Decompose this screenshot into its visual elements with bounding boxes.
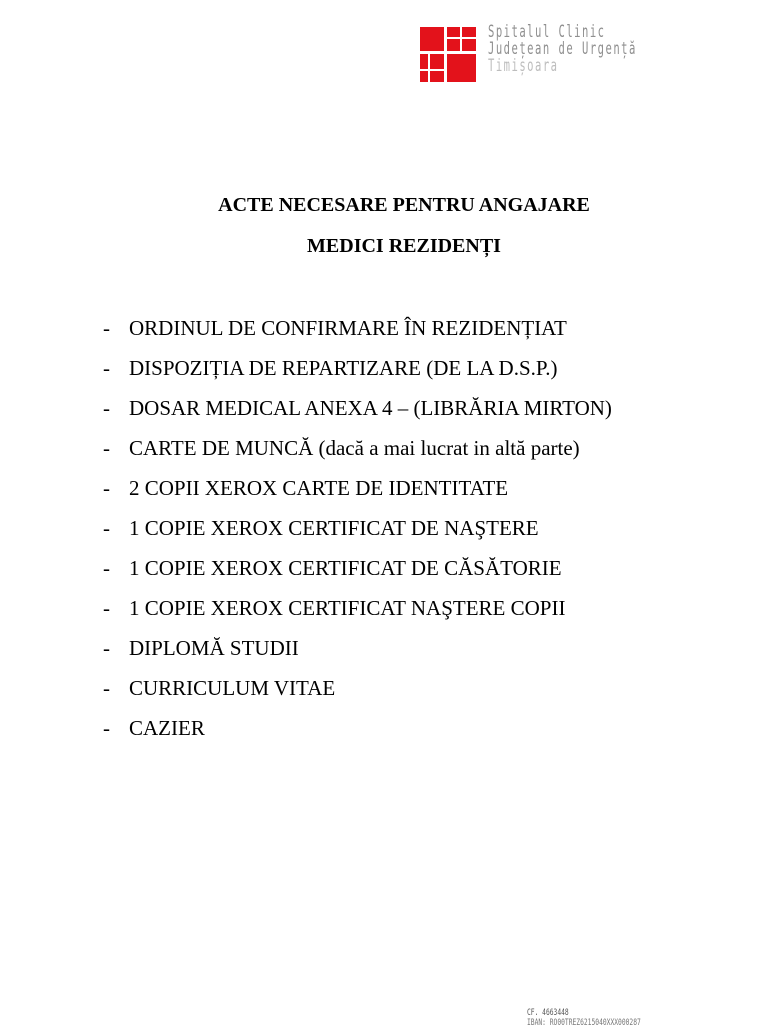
list-bullet: - — [103, 356, 110, 380]
requirements-list — [103, 314, 612, 754]
list-bullet: - — [103, 676, 110, 700]
list-item-text: DIPLOMĂ STUDII — [129, 636, 299, 660]
document-title: ACTE NECESARE PENTRU ANGAJARE — [218, 194, 590, 216]
logo-line-1: Spitalul Clinic — [488, 22, 606, 42]
list-item — [103, 474, 612, 514]
list-item — [103, 514, 612, 554]
list-item-text: CARTE DE MUNCĂ (dacă a mai lucrat in altă parte) — [129, 436, 580, 460]
list-item — [103, 674, 612, 714]
red-cross-logo-icon — [420, 27, 476, 82]
list-item-text: DOSAR MEDICAL ANEXA 4 – (LIBRĂRIA MIRTON) — [129, 396, 612, 420]
document-subtitle: MEDICI REZIDENȚI — [307, 235, 501, 257]
logo-line-2: Județean de Urgență — [488, 39, 637, 59]
footer-info — [527, 1008, 641, 1028]
list-item-text: ORDINUL DE CONFIRMARE ÎN REZIDENȚIAT — [129, 316, 567, 340]
list-item — [103, 394, 612, 434]
list-item — [103, 714, 612, 754]
list-bullet: - — [103, 476, 110, 500]
list-bullet: - — [103, 436, 110, 460]
list-bullet: - — [103, 556, 110, 580]
list-bullet: - — [103, 716, 110, 740]
list-item-text: 1 COPIE XEROX CERTIFICAT DE CĂSĂTORIE — [129, 556, 562, 580]
list-item — [103, 594, 612, 634]
list-item-text: 1 COPIE XEROX CERTIFICAT DE NAŞTERE — [129, 516, 539, 540]
list-item — [103, 354, 612, 394]
footer-line-1: CF. 4663448 — [527, 1008, 569, 1018]
list-item — [103, 314, 612, 354]
list-item-text: CURRICULUM VITAE — [129, 676, 336, 700]
list-item — [103, 554, 612, 594]
list-bullet: - — [103, 596, 110, 620]
list-bullet: - — [103, 636, 110, 660]
footer-line-2: IBAN: RO00TREZ6215040XXX000287 — [527, 1018, 641, 1028]
list-bullet: - — [103, 516, 110, 540]
list-item-text: 2 COPII XEROX CARTE DE IDENTITATE — [129, 476, 509, 500]
list-item — [103, 634, 612, 674]
list-item — [103, 434, 612, 474]
hospital-logo — [420, 24, 720, 86]
list-item-text: DISPOZIȚIA DE REPARTIZARE (DE LA D.S.P.) — [129, 356, 558, 380]
logo-line-3: Timișoara — [488, 56, 559, 76]
hospital-name — [488, 24, 637, 75]
list-item-text: CAZIER — [129, 716, 205, 740]
list-bullet: - — [103, 396, 110, 420]
list-item-text: 1 COPIE XEROX CERTIFICAT NAŞTERE COPII — [129, 596, 566, 620]
list-bullet: - — [103, 316, 110, 340]
